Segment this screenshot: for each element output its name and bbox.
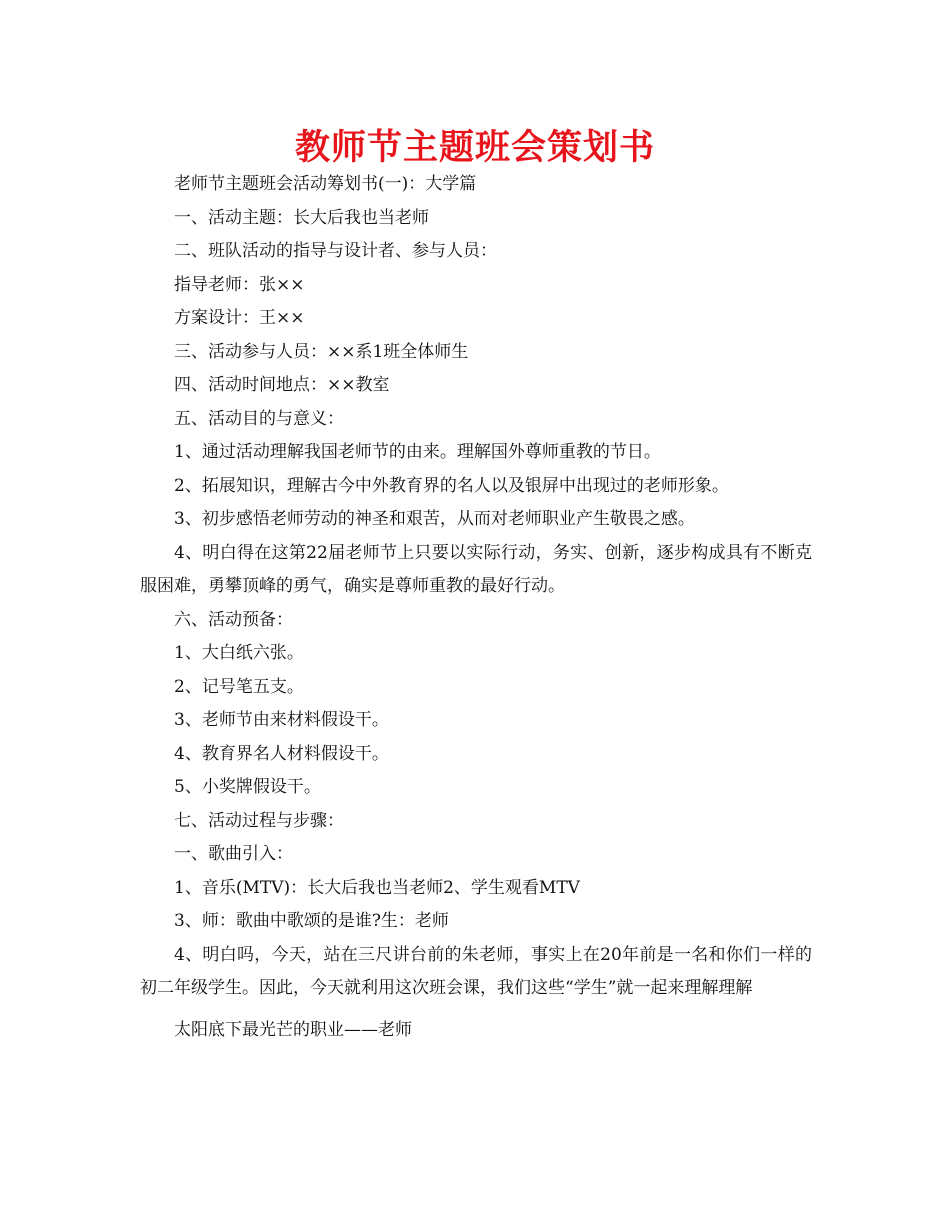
paragraph-12: 4、明白得在这第22届老师节上只要以实际行动，务实、创新，逐步构成具有不断克服困难，勇攀顶峰的勇气，确实是尊师重教的最好行动。 xyxy=(140,542,812,596)
document-body xyxy=(140,168,812,1047)
paragraph-2: 一、活动主题：长大后我也当老师 xyxy=(174,207,429,228)
paragraph-18: 5、小奖牌假设干。 xyxy=(174,777,321,797)
paragraph-11: 3、初步感悟老师劳动的神圣和艰苦，从而对老师职业产生敬畏之感。 xyxy=(174,509,695,529)
paragraph-6: 三、活动参与人员：××系1班全体师生 xyxy=(174,341,469,362)
document-title: 教师节主题班会策划书 xyxy=(294,128,655,168)
paragraph-5: 方案设计：王×× xyxy=(174,308,305,328)
paragraph-1: 老师节主题班会活动筹划书(一)：大学篇 xyxy=(174,174,477,194)
paragraph-19: 七、活动过程与步骤： xyxy=(174,810,344,831)
paragraph-4: 指导老师：张×× xyxy=(174,274,305,295)
paragraph-9: 1、通过活动理解我国老师节的由来。理解国外尊师重教的节日。 xyxy=(174,442,661,462)
paragraph-22: 3、师：歌曲中歌颂的是谁?生：老师 xyxy=(174,911,449,931)
paragraph-8: 五、活动目的与意义： xyxy=(174,408,344,429)
paragraph-10: 2、拓展知识，理解古今中外教育界的名人以及银屏中出现过的老师形象。 xyxy=(174,475,729,496)
paragraph-14: 1、大白纸六张。 xyxy=(174,643,304,663)
paragraph-23: 4、明白吗，今天，站在三尺讲台前的朱老师，事实上在20年前是一名和你们一样的初二年级学生。因此，今天就利用这次班会课，我们这些“学生”就一起来理解理解 xyxy=(140,944,812,998)
paragraph-17: 4、教育界名人材料假设干。 xyxy=(174,743,389,764)
paragraph-21: 1、音乐(MTV)：长大后我也当老师2、学生观看MTV xyxy=(174,877,580,898)
paragraph-24: 太阳底下最光芒的职业——老师 xyxy=(174,1019,412,1040)
paragraph-20: 一、歌曲引入： xyxy=(174,844,293,864)
paragraph-13: 六、活动预备： xyxy=(174,609,293,630)
paragraph-15: 2、记号笔五支。 xyxy=(174,676,304,697)
paragraph-3: 二、班队活动的指导与设计者、参与人员： xyxy=(174,241,497,261)
paragraph-16: 3、老师节由来材料假设干。 xyxy=(174,710,389,730)
paragraph-7: 四、活动时间地点：××教室 xyxy=(174,375,390,395)
